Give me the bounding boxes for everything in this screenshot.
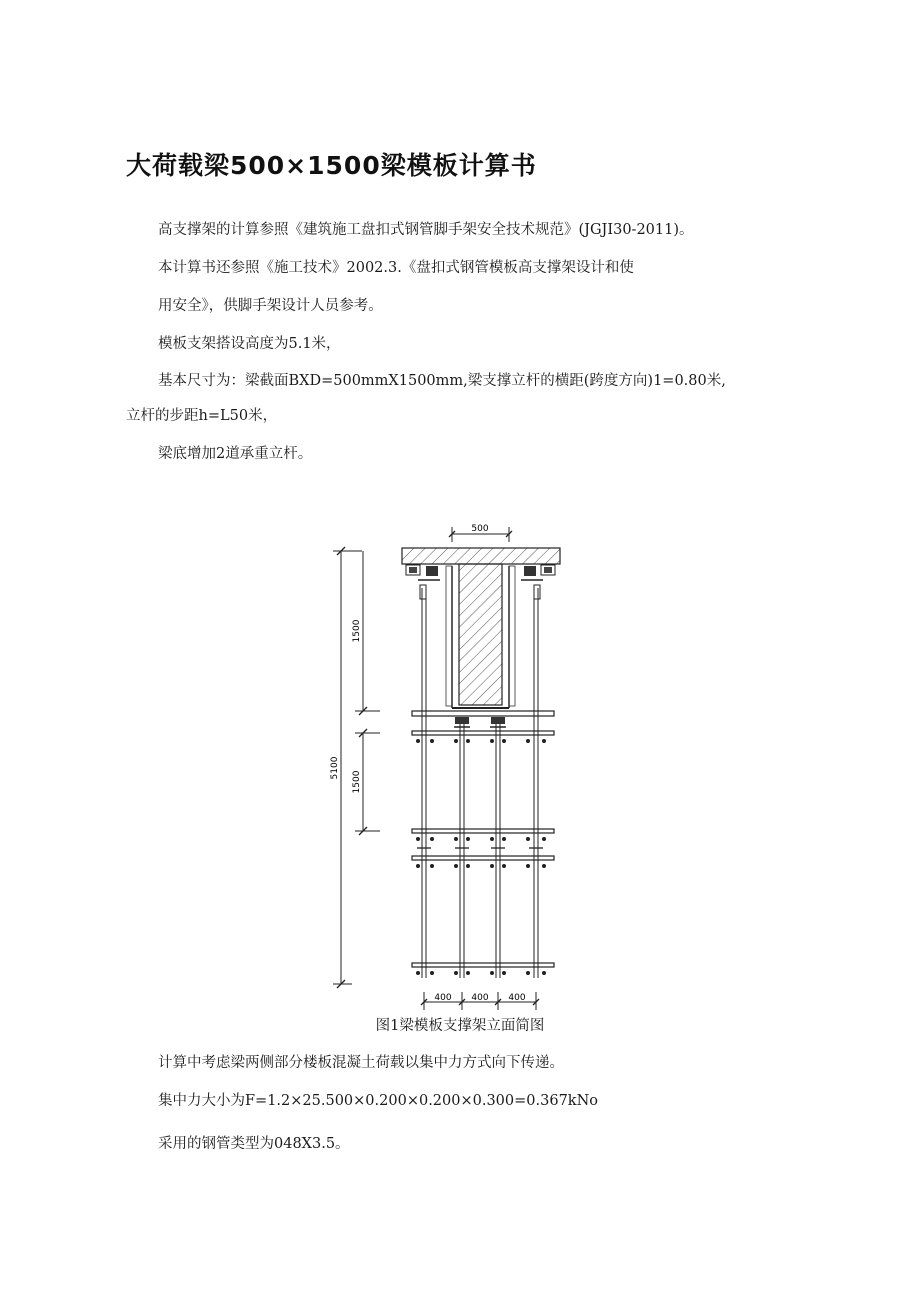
concrete-beam (446, 564, 515, 708)
floor-slab (402, 548, 560, 564)
horizontal-ledgers (412, 731, 554, 967)
dimension-top (449, 524, 512, 542)
dimension-beam-height-label: 1500 (352, 619, 362, 643)
page-title: 大荷载梁500×1500梁模板计算书 (126, 151, 537, 180)
paragraph-2: 本计算书还参照《施工技术》2002.3.《盘扣式钢管模板高支撑架设计和使 (158, 260, 634, 276)
dimension-total-label: 5100 (330, 756, 340, 780)
ledger-joints (416, 739, 546, 975)
paragraph-7: 集中力大小为F=1.2×25.500×0.200×0.200×0.300=0.367kNo (158, 1093, 598, 1109)
figure-caption: 图1梁模板支撑架立面简图 (375, 1018, 545, 1034)
paragraph-8: 采用的钢管类型为048X3.5。 (158, 1136, 350, 1152)
paragraph-4: 基本尺寸为：梁截面BXD=500mmX1500mm,梁支撑立杆的横距(跨度方向)1=0.80米, (158, 373, 726, 389)
dimension-bottom-label-2: 400 (471, 993, 489, 1003)
dimension-step-label: 1500 (352, 770, 362, 794)
paragraph-3: 模板支架搭设高度为5.1米， (158, 336, 341, 352)
paragraph-6: 计算中考虑梁两侧部分楼板混凝土荷载以集中力方式向下传递。 (158, 1055, 564, 1071)
beam-bottom-bearer (412, 711, 554, 727)
paragraph-5: 梁底增加2道承重立杆。 (158, 446, 313, 462)
dimension-bottom-label-3: 400 (508, 993, 526, 1003)
paragraph-4-cont: 立杆的步距h=L50米， (126, 408, 278, 424)
dimension-top-label: 500 (471, 524, 489, 534)
paragraph-2-cont: 用安全》，供脚手架设计人员参考。 (158, 298, 383, 314)
dimension-bottom-label-1: 400 (434, 993, 452, 1003)
dimension-left (333, 547, 380, 988)
paragraph-1: 高支撑架的计算参照《建筑施工盘扣式钢管脚手架安全技术规范》(JGJI30-2011)。 (158, 222, 694, 238)
